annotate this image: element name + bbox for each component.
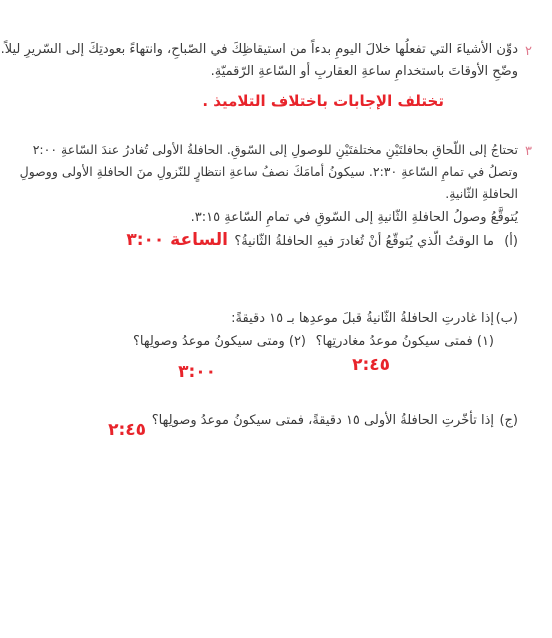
part-b-answer-1: ٢:٤٥ xyxy=(352,355,390,375)
question-3-line-4: يُتوقَّعُ وصولُ الحافلةِ الثّانيةِ إلى السّوقِ في تمامِ السّاعةِ ٣:١٥. xyxy=(190,210,518,225)
question-2-line-1: دوِّن الأشياءَ التي تفعلُها خلالَ اليومِ بدءاً من استيقاظِكَ في الصّباحِ، وانتهاءً بعودتِكَ إلى السّريرِ ليلاً. xyxy=(0,42,518,57)
part-b-sub-2: (٢) ومتى سيكونُ موعدُ وصولِها؟ xyxy=(132,334,306,349)
question-2-answer: تختلف الإجابات باختلاف التلاميذ . xyxy=(202,92,444,110)
part-b-sub-1: (١) فمتى سيكونُ موعدُ مغادرتِها؟ xyxy=(315,334,494,349)
question-2-number: ٢ xyxy=(525,44,532,59)
part-a-answer: الساعة ٣:٠٠ xyxy=(126,230,228,250)
question-3-line-3: الحافلةِ الثّانيةِ. xyxy=(445,186,518,201)
part-b-label: (ب) xyxy=(495,311,518,326)
part-c-answer: ٢:٤٥ xyxy=(108,420,146,440)
part-c-question: إذا تأخّرتِ الحافلةُ الأولى ١٥ دقيقةً، فمتى سيكونُ موعدُ وصولِها؟ xyxy=(151,413,494,428)
question-2-line-2: وضّحِ الأوقاتَ باستخدامِ ساعةِ العقاربِ أو السّاعةِ الرّقميّةِ. xyxy=(210,64,518,79)
part-a-label: (أ) xyxy=(504,234,518,249)
part-b-answer-2: ٣:٠٠ xyxy=(178,362,216,382)
question-3-number: ٣ xyxy=(525,144,532,159)
question-3-line-1: تحتاجُ إلى اللّحاقِ بحافلتَيْنِ مختلفتَيْنِ للوصولِ إلى السّوقِ. الحافلةُ الأولى تُغادرُ عندَ السّاعةِ ٢:٠٠ xyxy=(32,142,518,157)
question-3-line-2: وتصلُ في تمامِ السّاعةِ ٢:٣٠. سيكونُ أمامَكَ نصفُ ساعةِ انتظارٍ للنّزولِ منَ الحافلةِ الأولى ووصولِ xyxy=(19,164,518,179)
part-c-label: (ج) xyxy=(499,413,518,428)
part-a-question: ما الوقتُ الّذي يُتوقّعُ أنْ تُغادرَ فيهِ الحافلةُ الثّانيةُ؟ xyxy=(234,234,494,249)
part-b-question: إذا غادرتِ الحافلةُ الثّانيةُ قبلَ موعدِها بـ ١٥ دقيقةً: xyxy=(231,311,494,326)
